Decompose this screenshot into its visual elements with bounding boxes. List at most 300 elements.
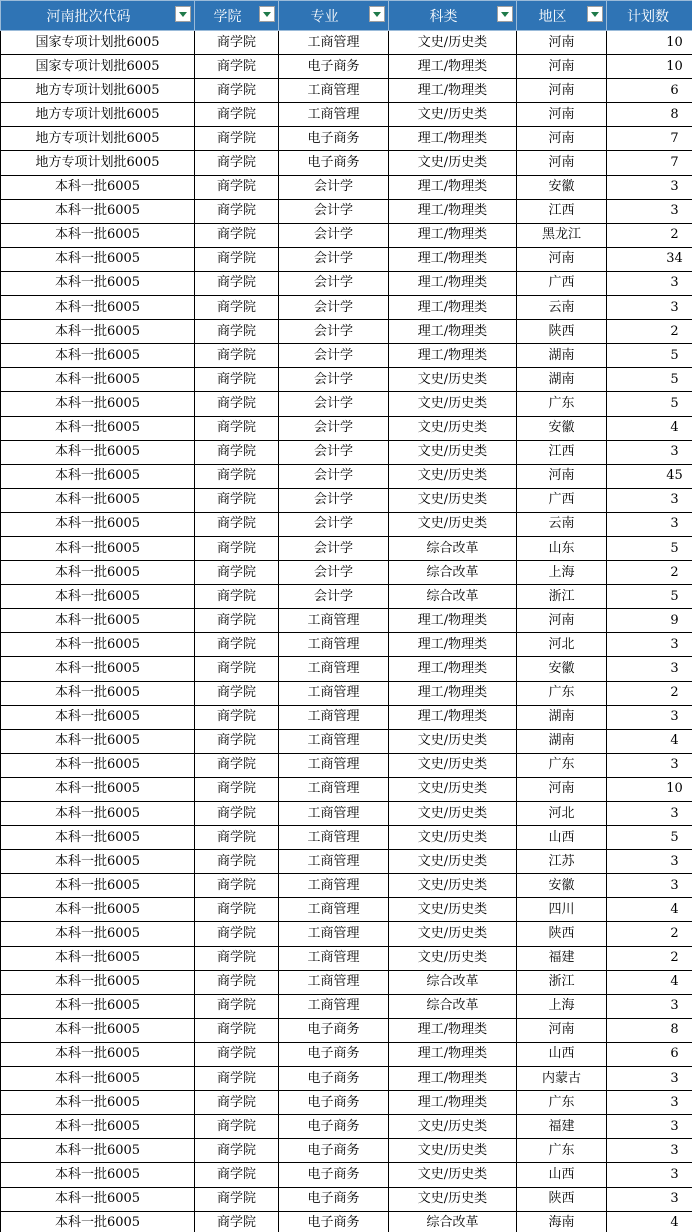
subject-type-cell[interactable]: 综合改革: [389, 970, 517, 994]
batch-code-cell[interactable]: 本科一批6005: [1, 729, 195, 753]
region-cell[interactable]: 安徽: [517, 657, 607, 681]
college-cell[interactable]: 商学院: [195, 970, 279, 994]
major-cell[interactable]: 会计学: [279, 175, 389, 199]
subject-type-cell[interactable]: 理工/物理类: [389, 199, 517, 223]
subject-type-cell[interactable]: 文史/历史类: [389, 777, 517, 801]
major-cell[interactable]: 工商管理: [279, 79, 389, 103]
region-cell[interactable]: 河南: [517, 609, 607, 633]
college-cell[interactable]: 商学院: [195, 1163, 279, 1187]
subject-type-cell[interactable]: 综合改革: [389, 561, 517, 585]
plan-count-cell[interactable]: 2: [607, 681, 692, 705]
batch-code-cell[interactable]: 本科一批6005: [1, 657, 195, 681]
subject-type-cell[interactable]: 理工/物理类: [389, 223, 517, 247]
plan-count-cell[interactable]: 3: [607, 802, 692, 826]
subject-type-cell[interactable]: 文史/历史类: [389, 464, 517, 488]
subject-type-cell[interactable]: 文史/历史类: [389, 151, 517, 175]
college-cell[interactable]: 商学院: [195, 1211, 279, 1232]
major-cell[interactable]: 工商管理: [279, 850, 389, 874]
major-cell[interactable]: 电子商务: [279, 1211, 389, 1232]
subject-type-cell[interactable]: 文史/历史类: [389, 1187, 517, 1211]
subject-type-cell[interactable]: 理工/物理类: [389, 1091, 517, 1115]
batch-code-cell[interactable]: 本科一批6005: [1, 850, 195, 874]
batch-code-cell[interactable]: 本科一批6005: [1, 488, 195, 512]
plan-count-cell[interactable]: 3: [607, 488, 692, 512]
college-cell[interactable]: 商学院: [195, 1042, 279, 1066]
subject-type-cell[interactable]: 理工/物理类: [389, 633, 517, 657]
subject-type-cell[interactable]: 综合改革: [389, 536, 517, 560]
subject-type-cell[interactable]: 文史/历史类: [389, 850, 517, 874]
major-cell[interactable]: 工商管理: [279, 633, 389, 657]
major-cell[interactable]: 工商管理: [279, 777, 389, 801]
college-cell[interactable]: 商学院: [195, 633, 279, 657]
plan-count-cell[interactable]: 4: [607, 1211, 692, 1232]
batch-code-cell[interactable]: 本科一批6005: [1, 826, 195, 850]
plan-count-cell[interactable]: 2: [607, 561, 692, 585]
region-cell[interactable]: 河南: [517, 777, 607, 801]
college-cell[interactable]: 商学院: [195, 440, 279, 464]
region-cell[interactable]: 黑龙江: [517, 223, 607, 247]
major-cell[interactable]: 工商管理: [279, 826, 389, 850]
subject-type-cell[interactable]: 理工/物理类: [389, 1042, 517, 1066]
plan-count-cell[interactable]: 5: [607, 344, 692, 368]
subject-type-cell[interactable]: 文史/历史类: [389, 1139, 517, 1163]
major-cell[interactable]: 会计学: [279, 561, 389, 585]
plan-count-cell[interactable]: 5: [607, 392, 692, 416]
subject-type-cell[interactable]: 综合改革: [389, 994, 517, 1018]
subject-type-cell[interactable]: 文史/历史类: [389, 922, 517, 946]
plan-count-cell[interactable]: 5: [607, 536, 692, 560]
batch-code-cell[interactable]: 本科一批6005: [1, 1091, 195, 1115]
plan-count-cell[interactable]: 3: [607, 1139, 692, 1163]
batch-code-cell[interactable]: 本科一批6005: [1, 536, 195, 560]
subject-type-cell[interactable]: 理工/物理类: [389, 1067, 517, 1091]
major-cell[interactable]: 电子商务: [279, 1091, 389, 1115]
plan-count-cell[interactable]: 4: [607, 729, 692, 753]
college-cell[interactable]: 商学院: [195, 31, 279, 55]
plan-count-cell[interactable]: 7: [607, 151, 692, 175]
subject-type-cell[interactable]: 理工/物理类: [389, 55, 517, 79]
college-cell[interactable]: 商学院: [195, 127, 279, 151]
major-cell[interactable]: 电子商务: [279, 1115, 389, 1139]
college-cell[interactable]: 商学院: [195, 320, 279, 344]
plan-count-cell[interactable]: 3: [607, 874, 692, 898]
subject-type-cell[interactable]: 理工/物理类: [389, 79, 517, 103]
major-cell[interactable]: 工商管理: [279, 802, 389, 826]
major-cell[interactable]: 电子商务: [279, 1187, 389, 1211]
subject-type-cell[interactable]: 理工/物理类: [389, 247, 517, 271]
college-cell[interactable]: 商学院: [195, 777, 279, 801]
subject-type-cell[interactable]: 文史/历史类: [389, 946, 517, 970]
region-cell[interactable]: 河南: [517, 464, 607, 488]
college-cell[interactable]: 商学院: [195, 802, 279, 826]
region-cell[interactable]: 山西: [517, 1042, 607, 1066]
batch-code-cell[interactable]: 本科一批6005: [1, 392, 195, 416]
dropdown-filter-icon[interactable]: [587, 6, 603, 22]
subject-type-cell[interactable]: 理工/物理类: [389, 1018, 517, 1042]
plan-count-cell[interactable]: 3: [607, 512, 692, 536]
college-cell[interactable]: 商学院: [195, 1067, 279, 1091]
region-cell[interactable]: 广东: [517, 753, 607, 777]
major-cell[interactable]: 会计学: [279, 464, 389, 488]
college-cell[interactable]: 商学院: [195, 609, 279, 633]
major-cell[interactable]: 工商管理: [279, 994, 389, 1018]
region-cell[interactable]: 广东: [517, 392, 607, 416]
college-cell[interactable]: 商学院: [195, 296, 279, 320]
region-cell[interactable]: 山西: [517, 826, 607, 850]
subject-type-cell[interactable]: 文史/历史类: [389, 392, 517, 416]
subject-type-cell[interactable]: 文史/历史类: [389, 874, 517, 898]
college-cell[interactable]: 商学院: [195, 585, 279, 609]
subject-type-cell[interactable]: 文史/历史类: [389, 826, 517, 850]
batch-code-cell[interactable]: 本科一批6005: [1, 609, 195, 633]
subject-type-cell[interactable]: 理工/物理类: [389, 657, 517, 681]
region-cell[interactable]: 广东: [517, 1139, 607, 1163]
subject-type-cell[interactable]: 综合改革: [389, 585, 517, 609]
dropdown-filter-icon[interactable]: [369, 6, 385, 22]
major-cell[interactable]: 工商管理: [279, 729, 389, 753]
region-cell[interactable]: 河南: [517, 151, 607, 175]
subject-type-cell[interactable]: 理工/物理类: [389, 705, 517, 729]
college-cell[interactable]: 商学院: [195, 416, 279, 440]
plan-count-cell[interactable]: 3: [607, 1067, 692, 1091]
plan-count-cell[interactable]: 3: [607, 705, 692, 729]
plan-count-cell[interactable]: 7: [607, 127, 692, 151]
college-cell[interactable]: 商学院: [195, 1139, 279, 1163]
plan-count-cell[interactable]: 3: [607, 633, 692, 657]
batch-code-cell[interactable]: 本科一批6005: [1, 705, 195, 729]
plan-count-cell[interactable]: 2: [607, 223, 692, 247]
college-cell[interactable]: 商学院: [195, 922, 279, 946]
college-cell[interactable]: 商学院: [195, 512, 279, 536]
college-cell[interactable]: 商学院: [195, 247, 279, 271]
college-cell[interactable]: 商学院: [195, 344, 279, 368]
batch-code-cell[interactable]: 本科一批6005: [1, 633, 195, 657]
plan-count-cell[interactable]: 3: [607, 1115, 692, 1139]
region-cell[interactable]: 广东: [517, 681, 607, 705]
major-cell[interactable]: 会计学: [279, 199, 389, 223]
major-cell[interactable]: 工商管理: [279, 31, 389, 55]
college-cell[interactable]: 商学院: [195, 946, 279, 970]
region-cell[interactable]: 上海: [517, 561, 607, 585]
region-cell[interactable]: 河北: [517, 802, 607, 826]
college-cell[interactable]: 商学院: [195, 681, 279, 705]
subject-type-cell[interactable]: 文史/历史类: [389, 729, 517, 753]
major-cell[interactable]: 工商管理: [279, 874, 389, 898]
major-cell[interactable]: 会计学: [279, 585, 389, 609]
plan-count-cell[interactable]: 10: [607, 31, 692, 55]
batch-code-cell[interactable]: 本科一批6005: [1, 1042, 195, 1066]
subject-type-cell[interactable]: 文史/历史类: [389, 103, 517, 127]
batch-code-cell[interactable]: 本科一批6005: [1, 1067, 195, 1091]
college-cell[interactable]: 商学院: [195, 705, 279, 729]
region-cell[interactable]: 江苏: [517, 850, 607, 874]
college-cell[interactable]: 商学院: [195, 103, 279, 127]
region-cell[interactable]: 河南: [517, 247, 607, 271]
major-cell[interactable]: 会计学: [279, 488, 389, 512]
major-cell[interactable]: 工商管理: [279, 681, 389, 705]
plan-count-cell[interactable]: 4: [607, 970, 692, 994]
major-cell[interactable]: 工商管理: [279, 970, 389, 994]
major-cell[interactable]: 会计学: [279, 416, 389, 440]
subject-type-cell[interactable]: 综合改革: [389, 1211, 517, 1232]
major-cell[interactable]: 电子商务: [279, 55, 389, 79]
college-cell[interactable]: 商学院: [195, 151, 279, 175]
plan-count-cell[interactable]: 3: [607, 440, 692, 464]
dropdown-filter-icon[interactable]: [497, 6, 513, 22]
batch-code-cell[interactable]: 本科一批6005: [1, 1139, 195, 1163]
batch-code-cell[interactable]: 本科一批6005: [1, 1187, 195, 1211]
subject-type-cell[interactable]: 文史/历史类: [389, 802, 517, 826]
major-cell[interactable]: 电子商务: [279, 1139, 389, 1163]
major-cell[interactable]: 会计学: [279, 368, 389, 392]
college-cell[interactable]: 商学院: [195, 753, 279, 777]
region-cell[interactable]: 安徽: [517, 416, 607, 440]
college-cell[interactable]: 商学院: [195, 1115, 279, 1139]
college-cell[interactable]: 商学院: [195, 1187, 279, 1211]
batch-code-cell[interactable]: 本科一批6005: [1, 946, 195, 970]
plan-count-cell[interactable]: 34: [607, 247, 692, 271]
college-cell[interactable]: 商学院: [195, 223, 279, 247]
college-cell[interactable]: 商学院: [195, 850, 279, 874]
major-cell[interactable]: 工商管理: [279, 946, 389, 970]
major-cell[interactable]: 电子商务: [279, 1067, 389, 1091]
subject-type-cell[interactable]: 理工/物理类: [389, 127, 517, 151]
major-cell[interactable]: 工商管理: [279, 657, 389, 681]
region-cell[interactable]: 安徽: [517, 874, 607, 898]
college-cell[interactable]: 商学院: [195, 199, 279, 223]
subject-type-cell[interactable]: 理工/物理类: [389, 609, 517, 633]
subject-type-cell[interactable]: 文史/历史类: [389, 753, 517, 777]
subject-type-cell[interactable]: 文史/历史类: [389, 416, 517, 440]
major-cell[interactable]: 电子商务: [279, 1042, 389, 1066]
college-cell[interactable]: 商学院: [195, 488, 279, 512]
subject-type-cell[interactable]: 文史/历史类: [389, 512, 517, 536]
college-cell[interactable]: 商学院: [195, 994, 279, 1018]
major-cell[interactable]: 会计学: [279, 512, 389, 536]
plan-count-cell[interactable]: 3: [607, 296, 692, 320]
major-cell[interactable]: 会计学: [279, 247, 389, 271]
plan-count-cell[interactable]: 5: [607, 585, 692, 609]
region-cell[interactable]: 云南: [517, 512, 607, 536]
plan-count-cell[interactable]: 5: [607, 368, 692, 392]
region-cell[interactable]: 湖南: [517, 729, 607, 753]
subject-type-cell[interactable]: 理工/物理类: [389, 344, 517, 368]
batch-code-cell[interactable]: 本科一批6005: [1, 585, 195, 609]
region-cell[interactable]: 湖南: [517, 344, 607, 368]
batch-code-cell[interactable]: 本科一批6005: [1, 994, 195, 1018]
batch-code-cell[interactable]: 本科一批6005: [1, 922, 195, 946]
plan-count-cell[interactable]: 3: [607, 1187, 692, 1211]
batch-code-cell[interactable]: 地方专项计划批6005: [1, 103, 195, 127]
region-cell[interactable]: 山东: [517, 536, 607, 560]
subject-type-cell[interactable]: 理工/物理类: [389, 320, 517, 344]
major-cell[interactable]: 工商管理: [279, 103, 389, 127]
batch-code-cell[interactable]: 本科一批6005: [1, 753, 195, 777]
region-cell[interactable]: 广西: [517, 271, 607, 295]
batch-code-cell[interactable]: 本科一批6005: [1, 561, 195, 585]
batch-code-cell[interactable]: 本科一批6005: [1, 416, 195, 440]
batch-code-cell[interactable]: 本科一批6005: [1, 1018, 195, 1042]
plan-count-cell[interactable]: 5: [607, 826, 692, 850]
batch-code-cell[interactable]: 本科一批6005: [1, 271, 195, 295]
college-cell[interactable]: 商学院: [195, 271, 279, 295]
plan-count-cell[interactable]: 2: [607, 922, 692, 946]
region-cell[interactable]: 内蒙古: [517, 1067, 607, 1091]
subject-type-cell[interactable]: 理工/物理类: [389, 296, 517, 320]
batch-code-cell[interactable]: 地方专项计划批6005: [1, 151, 195, 175]
plan-count-cell[interactable]: 3: [607, 994, 692, 1018]
major-cell[interactable]: 会计学: [279, 296, 389, 320]
major-cell[interactable]: 电子商务: [279, 127, 389, 151]
college-cell[interactable]: 商学院: [195, 729, 279, 753]
plan-count-cell[interactable]: 45: [607, 464, 692, 488]
major-cell[interactable]: 工商管理: [279, 922, 389, 946]
plan-count-cell[interactable]: 3: [607, 1091, 692, 1115]
batch-code-cell[interactable]: 本科一批6005: [1, 296, 195, 320]
region-cell[interactable]: 陕西: [517, 320, 607, 344]
batch-code-cell[interactable]: 地方专项计划批6005: [1, 127, 195, 151]
region-cell[interactable]: 陕西: [517, 922, 607, 946]
region-cell[interactable]: 广东: [517, 1091, 607, 1115]
plan-count-cell[interactable]: 3: [607, 753, 692, 777]
batch-code-cell[interactable]: 本科一批6005: [1, 1211, 195, 1232]
plan-count-cell[interactable]: 4: [607, 898, 692, 922]
region-cell[interactable]: 四川: [517, 898, 607, 922]
college-cell[interactable]: 商学院: [195, 55, 279, 79]
batch-code-cell[interactable]: 本科一批6005: [1, 368, 195, 392]
region-cell[interactable]: 河南: [517, 103, 607, 127]
region-cell[interactable]: 浙江: [517, 970, 607, 994]
region-cell[interactable]: 浙江: [517, 585, 607, 609]
region-cell[interactable]: 福建: [517, 946, 607, 970]
plan-count-cell[interactable]: 3: [607, 850, 692, 874]
major-cell[interactable]: 会计学: [279, 440, 389, 464]
batch-code-cell[interactable]: 本科一批6005: [1, 1115, 195, 1139]
plan-count-cell[interactable]: 10: [607, 55, 692, 79]
region-cell[interactable]: 湖南: [517, 705, 607, 729]
batch-code-cell[interactable]: 本科一批6005: [1, 512, 195, 536]
region-cell[interactable]: 河南: [517, 79, 607, 103]
college-cell[interactable]: 商学院: [195, 1091, 279, 1115]
subject-type-cell[interactable]: 文史/历史类: [389, 31, 517, 55]
college-cell[interactable]: 商学院: [195, 79, 279, 103]
dropdown-filter-icon[interactable]: [259, 6, 275, 22]
subject-type-cell[interactable]: 文史/历史类: [389, 488, 517, 512]
batch-code-cell[interactable]: 本科一批6005: [1, 199, 195, 223]
batch-code-cell[interactable]: 本科一批6005: [1, 223, 195, 247]
region-cell[interactable]: 广西: [517, 488, 607, 512]
college-cell[interactable]: 商学院: [195, 561, 279, 585]
college-cell[interactable]: 商学院: [195, 368, 279, 392]
batch-code-cell[interactable]: 本科一批6005: [1, 777, 195, 801]
batch-code-cell[interactable]: 本科一批6005: [1, 970, 195, 994]
region-cell[interactable]: 河南: [517, 31, 607, 55]
region-cell[interactable]: 河北: [517, 633, 607, 657]
college-cell[interactable]: 商学院: [195, 1018, 279, 1042]
college-cell[interactable]: 商学院: [195, 657, 279, 681]
batch-code-cell[interactable]: 本科一批6005: [1, 874, 195, 898]
batch-code-cell[interactable]: 本科一批6005: [1, 344, 195, 368]
plan-count-cell[interactable]: 8: [607, 103, 692, 127]
subject-type-cell[interactable]: 文史/历史类: [389, 1115, 517, 1139]
batch-code-cell[interactable]: 本科一批6005: [1, 802, 195, 826]
major-cell[interactable]: 电子商务: [279, 151, 389, 175]
region-cell[interactable]: 湖南: [517, 368, 607, 392]
plan-count-cell[interactable]: 3: [607, 199, 692, 223]
plan-count-cell[interactable]: 10: [607, 777, 692, 801]
subject-type-cell[interactable]: 文史/历史类: [389, 440, 517, 464]
plan-count-cell[interactable]: 3: [607, 657, 692, 681]
region-cell[interactable]: 海南: [517, 1211, 607, 1232]
major-cell[interactable]: 电子商务: [279, 1163, 389, 1187]
region-cell[interactable]: 山西: [517, 1163, 607, 1187]
subject-type-cell[interactable]: 理工/物理类: [389, 175, 517, 199]
college-cell[interactable]: 商学院: [195, 898, 279, 922]
batch-code-cell[interactable]: 本科一批6005: [1, 320, 195, 344]
plan-count-cell[interactable]: 2: [607, 320, 692, 344]
major-cell[interactable]: 会计学: [279, 536, 389, 560]
college-cell[interactable]: 商学院: [195, 392, 279, 416]
plan-count-cell[interactable]: 3: [607, 271, 692, 295]
batch-code-cell[interactable]: 本科一批6005: [1, 464, 195, 488]
batch-code-cell[interactable]: 本科一批6005: [1, 1163, 195, 1187]
plan-count-cell[interactable]: 4: [607, 416, 692, 440]
batch-code-cell[interactable]: 国家专项计划批6005: [1, 55, 195, 79]
plan-count-cell[interactable]: 6: [607, 79, 692, 103]
college-cell[interactable]: 商学院: [195, 464, 279, 488]
region-cell[interactable]: 河南: [517, 1018, 607, 1042]
region-cell[interactable]: 陕西: [517, 1187, 607, 1211]
subject-type-cell[interactable]: 文史/历史类: [389, 368, 517, 392]
plan-count-cell[interactable]: 3: [607, 1163, 692, 1187]
major-cell[interactable]: 电子商务: [279, 1018, 389, 1042]
plan-count-cell[interactable]: 3: [607, 175, 692, 199]
college-cell[interactable]: 商学院: [195, 536, 279, 560]
region-cell[interactable]: 云南: [517, 296, 607, 320]
major-cell[interactable]: 会计学: [279, 344, 389, 368]
major-cell[interactable]: 会计学: [279, 392, 389, 416]
subject-type-cell[interactable]: 理工/物理类: [389, 681, 517, 705]
subject-type-cell[interactable]: 文史/历史类: [389, 898, 517, 922]
region-cell[interactable]: 江西: [517, 440, 607, 464]
region-cell[interactable]: 河南: [517, 127, 607, 151]
region-cell[interactable]: 江西: [517, 199, 607, 223]
region-cell[interactable]: 安徽: [517, 175, 607, 199]
batch-code-cell[interactable]: 本科一批6005: [1, 898, 195, 922]
dropdown-filter-icon[interactable]: [175, 6, 191, 22]
region-cell[interactable]: 河南: [517, 55, 607, 79]
batch-code-cell[interactable]: 本科一批6005: [1, 175, 195, 199]
subject-type-cell[interactable]: 理工/物理类: [389, 271, 517, 295]
college-cell[interactable]: 商学院: [195, 826, 279, 850]
major-cell[interactable]: 工商管理: [279, 898, 389, 922]
major-cell[interactable]: 工商管理: [279, 753, 389, 777]
major-cell[interactable]: 会计学: [279, 271, 389, 295]
major-cell[interactable]: 工商管理: [279, 609, 389, 633]
batch-code-cell[interactable]: 本科一批6005: [1, 440, 195, 464]
region-cell[interactable]: 上海: [517, 994, 607, 1018]
college-cell[interactable]: 商学院: [195, 175, 279, 199]
plan-count-cell[interactable]: 6: [607, 1042, 692, 1066]
college-cell[interactable]: 商学院: [195, 874, 279, 898]
major-cell[interactable]: 工商管理: [279, 705, 389, 729]
batch-code-cell[interactable]: 地方专项计划批6005: [1, 79, 195, 103]
major-cell[interactable]: 会计学: [279, 320, 389, 344]
batch-code-cell[interactable]: 本科一批6005: [1, 681, 195, 705]
region-cell[interactable]: 福建: [517, 1115, 607, 1139]
batch-code-cell[interactable]: 本科一批6005: [1, 247, 195, 271]
batch-code-cell[interactable]: 国家专项计划批6005: [1, 31, 195, 55]
